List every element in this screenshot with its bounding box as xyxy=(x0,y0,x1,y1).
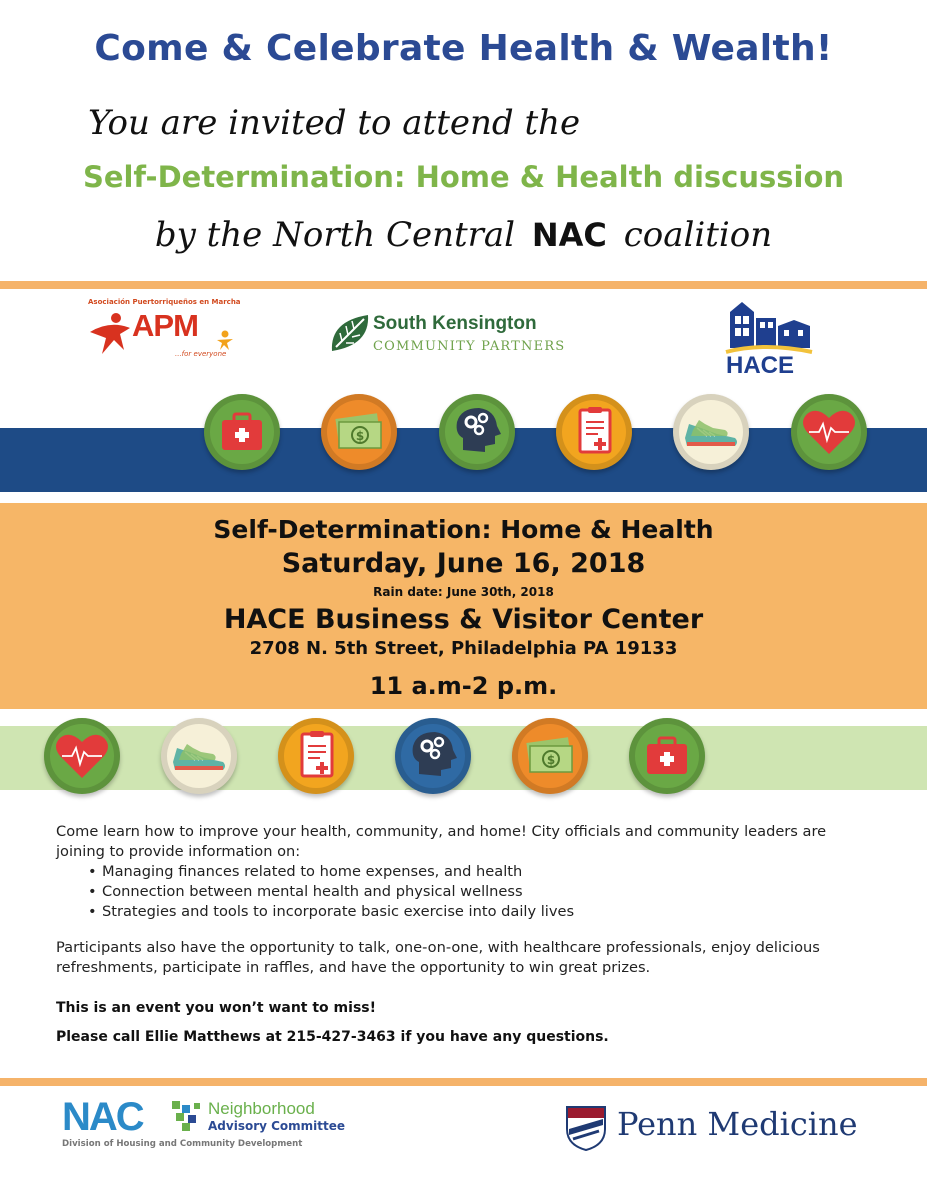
orange-divider-top xyxy=(0,281,927,289)
event-time: 11 a.m-2 p.m. xyxy=(369,672,558,700)
emphasis-line: This is an event you won’t want to miss! xyxy=(56,1000,376,1016)
hace-logo xyxy=(724,298,814,383)
clipboard-icon xyxy=(556,394,632,470)
apm-mark: APM xyxy=(132,308,198,343)
participants-paragraph: Participants also have the opportunity to talk, one-on-one, with healthcare professionals, enjoy delicious refreshments, participate in raffles, and have the opportunity to win great prizes. xyxy=(56,939,820,976)
penn-medicine-logo xyxy=(565,1103,875,1153)
hace-wordmark: HACE xyxy=(726,352,795,379)
event-rain-date: Rain date: June 30th, 2018 xyxy=(373,585,554,599)
apm-tagline: ...for everyone xyxy=(175,350,227,358)
apm-child-figure-icon xyxy=(215,330,235,350)
first-aid-kit-icon xyxy=(629,718,705,794)
nac-logo xyxy=(62,1097,362,1157)
event-venue: HACE Business & Visitor Center xyxy=(223,604,704,635)
event-address: 2708 N. 5th Street, Philadelphia PA 19133 xyxy=(249,638,678,659)
list-item: • Strategies and tools to incorporate basic exercise into daily lives xyxy=(88,902,876,922)
discussion-title: Self-Determination: Home & Health discussion xyxy=(82,160,845,194)
invite-line: You are invited to attend the xyxy=(88,103,581,143)
clipboard-icon xyxy=(278,718,354,794)
headline: Come & Celebrate Health & Wealth! xyxy=(94,28,833,69)
nac-mosaic-icon xyxy=(170,1099,204,1133)
penn-shield-icon xyxy=(565,1105,607,1151)
leaf-icon xyxy=(328,311,372,355)
list-item: • Managing finances related to home expenses, and health xyxy=(88,862,876,882)
apm-logo xyxy=(80,298,241,368)
first-aid-kit-icon xyxy=(204,394,280,470)
orange-divider-bottom xyxy=(0,1078,927,1086)
byline-prefix: by the North Central xyxy=(154,215,516,255)
brain-gears-icon xyxy=(439,394,515,470)
event-details xyxy=(0,503,927,709)
south-kensington-logo xyxy=(328,311,598,361)
byline xyxy=(0,215,927,255)
apm-figures-icon xyxy=(80,310,140,370)
list-item: • Connection between mental health and physical wellness xyxy=(88,882,876,902)
intro-section xyxy=(56,822,876,922)
intro-paragraph: Come learn how to improve your health, community, and home! City officials and community leaders are joining to provide information on: xyxy=(56,823,827,860)
brain-gears-icon xyxy=(395,718,471,794)
sneaker-icon xyxy=(161,718,237,794)
byline-suffix: coalition xyxy=(623,215,773,255)
svg-text:$: $ xyxy=(355,429,365,443)
event-date: Saturday, June 16, 2018 xyxy=(281,548,646,579)
sneaker-icon xyxy=(673,394,749,470)
svg-text:$: $ xyxy=(546,753,556,767)
skcp-name: South Kensington xyxy=(373,313,537,334)
heart-icon xyxy=(44,718,120,794)
hace-buildings-icon xyxy=(724,298,814,354)
money-icon xyxy=(512,718,588,794)
contact-line: Please call Ellie Matthews at 215-427-3463 if you have any questions. xyxy=(56,1029,609,1045)
money-icon xyxy=(321,394,397,470)
topic-list xyxy=(88,862,876,922)
byline-nac: NAC xyxy=(531,216,607,254)
nac-wordmark: NAC xyxy=(62,1095,143,1139)
heart-icon xyxy=(791,394,867,470)
nac-line-3: Division of Housing and Community Development xyxy=(62,1139,303,1149)
apm-fullname: Asociación Puertorriqueños en Marcha xyxy=(88,298,241,306)
nac-line-2: Advisory Committee xyxy=(208,1119,346,1133)
nac-line-1: Neighborhood xyxy=(208,1099,315,1118)
penn-medicine-wordmark: Penn Medicine xyxy=(617,1105,858,1143)
skcp-subtitle: COMMUNITY PARTNERS xyxy=(373,339,566,354)
event-title: Self-Determination: Home & Health xyxy=(213,515,714,544)
